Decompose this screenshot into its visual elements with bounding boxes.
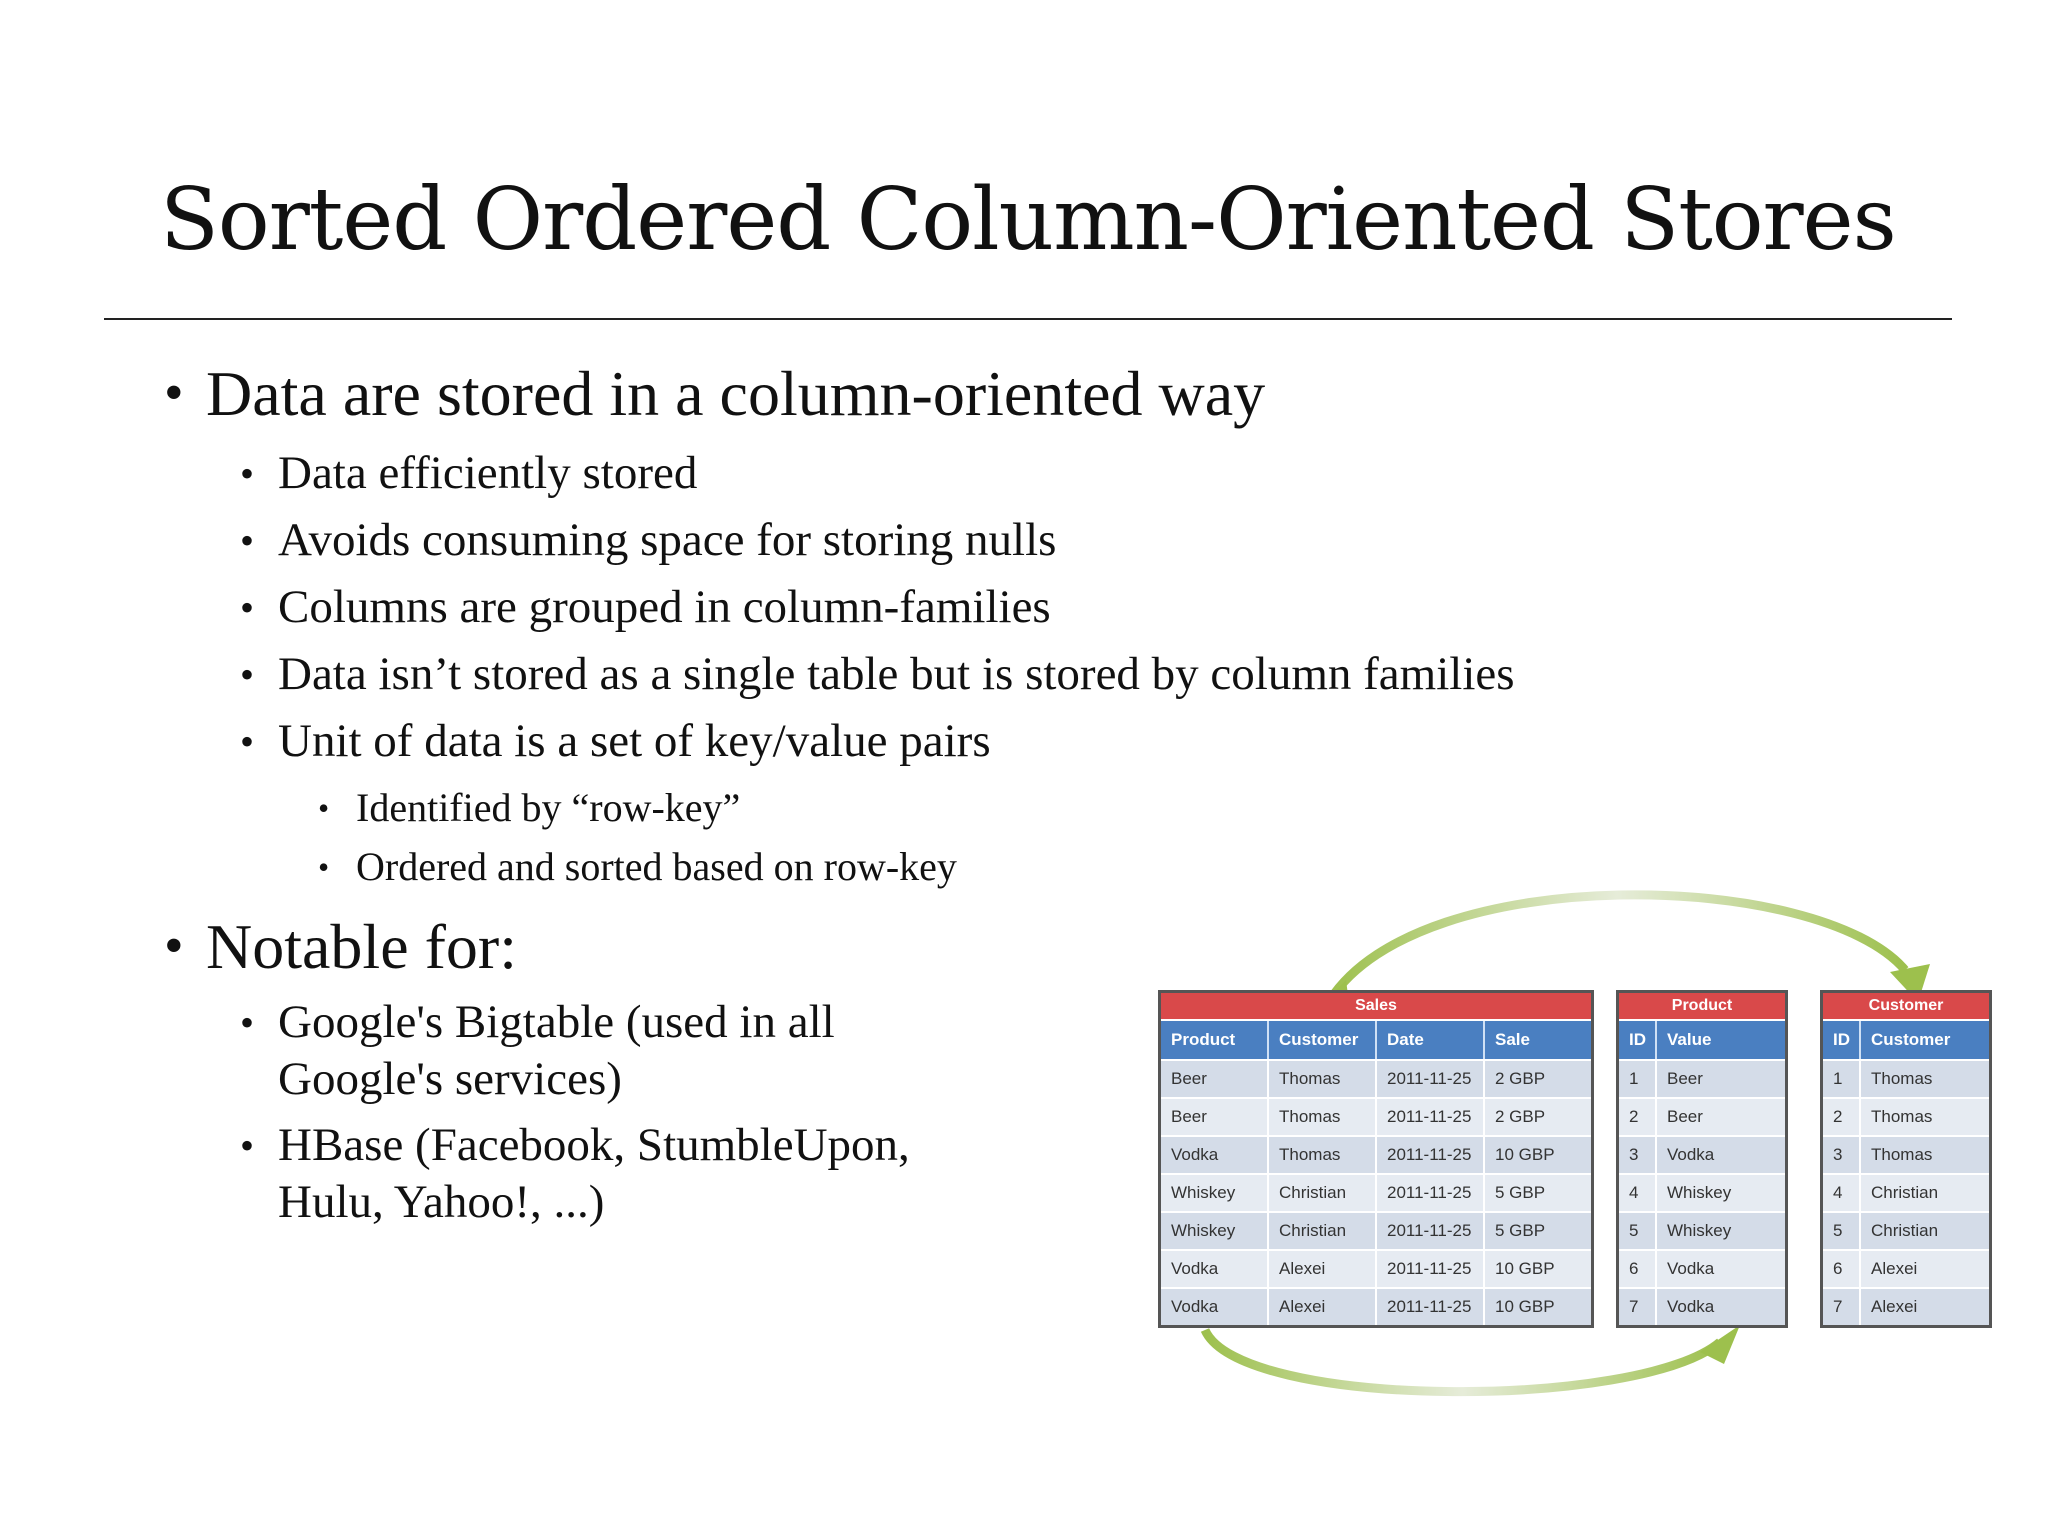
table-cell: Vodka [1161, 1251, 1269, 1287]
product-table-header [1619, 1019, 1785, 1059]
bullet-glyph: • [240, 1123, 255, 1168]
table-row [1823, 1059, 1989, 1097]
table-cell: 2011-11-25 [1377, 1289, 1485, 1325]
table-cell: Whiskey [1667, 1183, 1732, 1202]
sales-table [1158, 990, 1594, 1328]
table-cell: Alexei [1871, 1259, 1918, 1278]
table-cell: 3 [1823, 1137, 1861, 1173]
table-cell: 2011-11-25 [1377, 1175, 1485, 1211]
table-cell: Vodka [1667, 1259, 1715, 1278]
bullet-glyph: • [240, 585, 255, 630]
slide-title: Sorted Ordered Column-Oriented Stores [160, 170, 1896, 270]
product-table [1616, 990, 1788, 1328]
bullet-text: Identified by “row-key” [356, 785, 741, 830]
column-header: Customer [1269, 1021, 1377, 1059]
table-cell: 4 [1619, 1175, 1657, 1211]
table-cell: Christian [1269, 1175, 1377, 1211]
table-cell: Whiskey [1161, 1175, 1269, 1211]
table-cell: 1 [1619, 1061, 1657, 1097]
table-row [1823, 1211, 1989, 1249]
customer-table [1820, 990, 1992, 1328]
table-cell: 6 [1619, 1251, 1657, 1287]
table-cell: Alexei [1269, 1289, 1377, 1325]
bullet-text-line1: Google's Bigtable (used in all [278, 996, 835, 1048]
table-row [1619, 1135, 1785, 1173]
bullet-text: Columns are grouped in column-families [278, 581, 1051, 633]
sales-table-header [1161, 1019, 1591, 1059]
bullet-glyph: • [240, 451, 255, 496]
customer-table-header [1823, 1019, 1989, 1059]
table-row [1619, 1097, 1785, 1135]
table-cell: Christian [1871, 1183, 1939, 1202]
sales-table-caption: Sales [1161, 993, 1591, 1019]
column-header: Value [1667, 1030, 1712, 1049]
table-cell: 4 [1823, 1175, 1861, 1211]
bullet-glyph: • [240, 719, 255, 764]
table-cell: 5 [1619, 1213, 1657, 1249]
column-header: Sale [1495, 1030, 1530, 1049]
table-cell: 2011-11-25 [1377, 1137, 1485, 1173]
bullet-glyph: • [164, 915, 184, 977]
table-cell: 10 GBP [1495, 1259, 1555, 1278]
table-cell: 7 [1823, 1289, 1861, 1325]
bullet-text: Unit of data is a set of key/value pairs [278, 715, 991, 767]
table-cell: Alexei [1269, 1251, 1377, 1287]
table-cell: 3 [1619, 1137, 1657, 1173]
table-cell: 2 GBP [1495, 1107, 1546, 1126]
bullet-text-line2: Hulu, Yahoo!, ...) [278, 1176, 605, 1228]
table-row [1619, 1249, 1785, 1287]
table-cell: 10 GBP [1495, 1297, 1555, 1316]
table-row [1619, 1173, 1785, 1211]
column-header: Product [1161, 1021, 1269, 1059]
table-row [1619, 1059, 1785, 1097]
table-cell: 2 [1823, 1099, 1861, 1135]
column-header: Date [1377, 1021, 1485, 1059]
table-cell: Beer [1161, 1061, 1269, 1097]
table-row [1619, 1211, 1785, 1249]
table-row [1161, 1097, 1591, 1135]
table-cell: Thomas [1871, 1145, 1933, 1164]
table-cell: Vodka [1161, 1137, 1269, 1173]
table-row [1619, 1287, 1785, 1325]
table-cell: 5 GBP [1495, 1221, 1546, 1240]
sales-table-body [1161, 1059, 1591, 1325]
table-cell: 1 [1823, 1061, 1861, 1097]
table-cell: Whiskey [1667, 1221, 1732, 1240]
bullet-text: Data are stored in a column-oriented way [206, 358, 1266, 429]
table-cell: 7 [1619, 1289, 1657, 1325]
bullet-glyph: • [164, 362, 184, 424]
table-cell: 5 [1823, 1213, 1861, 1249]
column-header: ID [1823, 1021, 1861, 1059]
bullet-glyph: • [240, 1000, 255, 1045]
bullet-text-line1: HBase (Facebook, StumbleUpon, [278, 1119, 910, 1171]
table-cell: Vodka [1667, 1145, 1715, 1164]
table-cell: Thomas [1269, 1061, 1377, 1097]
table-row [1823, 1135, 1989, 1173]
column-header: Customer [1871, 1030, 1951, 1049]
table-row [1161, 1287, 1591, 1325]
table-cell: 6 [1823, 1251, 1861, 1287]
table-row [1161, 1173, 1591, 1211]
table-cell: Alexei [1871, 1297, 1918, 1316]
table-row [1161, 1211, 1591, 1249]
table-cell: 2011-11-25 [1377, 1099, 1485, 1135]
table-cell: Vodka [1161, 1289, 1269, 1325]
customer-table-caption: Customer [1823, 993, 1989, 1019]
table-cell: Beer [1161, 1099, 1269, 1135]
table-cell: 5 GBP [1495, 1183, 1546, 1202]
bullet-text: Avoids consuming space for storing nulls [278, 514, 1057, 566]
product-table-caption: Product [1619, 993, 1785, 1019]
table-row [1161, 1249, 1591, 1287]
bullet-text: Ordered and sorted based on row-key [356, 844, 957, 889]
table-cell: Christian [1871, 1221, 1939, 1240]
table-row [1161, 1059, 1591, 1097]
table-cell: 2 GBP [1495, 1069, 1546, 1088]
bottom-arrow-arc [1205, 1330, 1720, 1392]
customer-table-body [1823, 1059, 1989, 1325]
table-cell: Beer [1667, 1069, 1703, 1088]
table-cell: Beer [1667, 1107, 1703, 1126]
bottom-arrow-head [1700, 1325, 1740, 1364]
table-row [1823, 1173, 1989, 1211]
table-cell: 10 GBP [1495, 1145, 1555, 1164]
bullet-text: Data efficiently stored [278, 447, 698, 499]
table-cell: 2011-11-25 [1377, 1251, 1485, 1287]
table-row [1823, 1097, 1989, 1135]
table-cell: Thomas [1871, 1107, 1933, 1126]
bullet-glyph: • [240, 518, 255, 563]
table-cell: 2011-11-25 [1377, 1061, 1485, 1097]
table-row [1161, 1135, 1591, 1173]
table-cell: Whiskey [1161, 1213, 1269, 1249]
bullet-text-line2: Google's services) [278, 1053, 622, 1105]
bullet-text: Data isn’t stored as a single table but is stored by column families [278, 648, 1515, 700]
bullet-glyph: • [318, 790, 330, 826]
table-cell: Thomas [1269, 1099, 1377, 1135]
bullet-text: Notable for: [206, 911, 517, 982]
product-table-body [1619, 1059, 1785, 1325]
table-row [1823, 1287, 1989, 1325]
table-cell: 2 [1619, 1099, 1657, 1135]
column-header: ID [1619, 1021, 1657, 1059]
table-cell: Vodka [1667, 1297, 1715, 1316]
top-arrow-arc [1330, 895, 1905, 1000]
bullet-glyph: • [318, 849, 330, 885]
bullet-glyph: • [240, 652, 255, 697]
table-cell: Thomas [1871, 1069, 1933, 1088]
table-cell: 2011-11-25 [1377, 1213, 1485, 1249]
table-cell: Thomas [1269, 1137, 1377, 1173]
table-cell: Christian [1269, 1213, 1377, 1249]
table-row [1823, 1249, 1989, 1287]
